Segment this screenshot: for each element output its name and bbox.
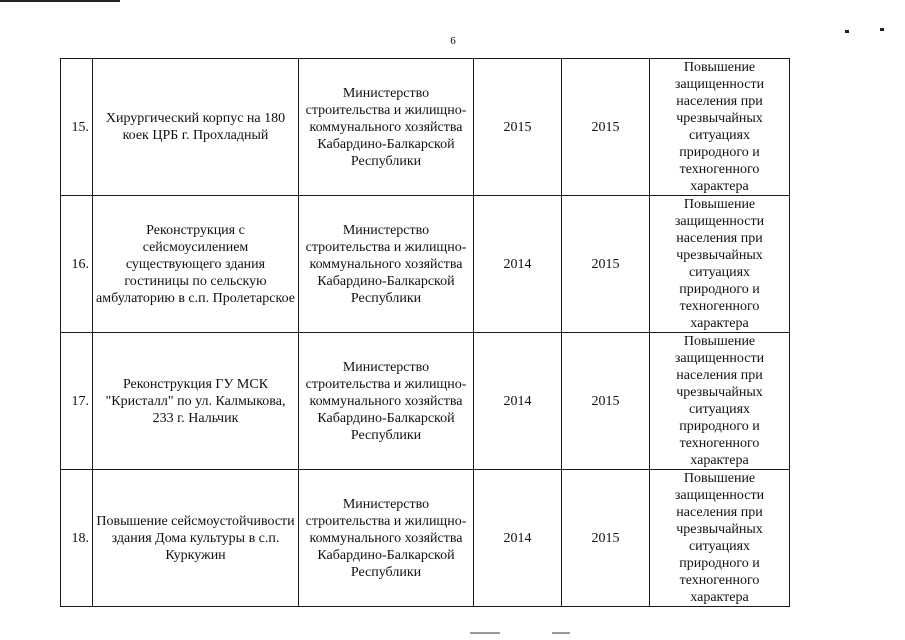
expected-result: Повышение защищенности населения при чрезвычайных ситуациях природного и техногенного характера <box>650 333 790 470</box>
end-year: 2015 <box>562 196 650 333</box>
expected-result: Повышение защищенности населения при чрезвычайных ситуациях природного и техногенного характера <box>650 196 790 333</box>
scan-mark-bottom-right <box>552 632 570 634</box>
expected-result: Повышение защищенности населения при чрезвычайных ситуациях природного и техногенного характера <box>650 59 790 196</box>
row-number: 15. <box>61 59 93 196</box>
responsible-ministry: Министерство строительства и жилищно-коммунального хозяйства Кабардино-Балкарской Республики <box>299 196 474 333</box>
row-number: 17. <box>61 333 93 470</box>
table-row <box>61 333 790 470</box>
table-row <box>61 470 790 607</box>
scan-mark-bottom-left <box>470 632 500 634</box>
row-number: 16. <box>61 196 93 333</box>
start-year: 2014 <box>474 470 562 607</box>
start-year: 2014 <box>474 333 562 470</box>
start-year: 2014 <box>474 196 562 333</box>
object-name: Реконструкция ГУ МСК "Кристалл" по ул. Калмыкова, 233 г. Нальчик <box>93 333 299 470</box>
row-number: 18. <box>61 470 93 607</box>
scan-line-top-left <box>0 0 120 2</box>
end-year: 2015 <box>562 333 650 470</box>
responsible-ministry: Министерство строительства и жилищно-коммунального хозяйства Кабардино-Балкарской Республики <box>299 59 474 196</box>
scan-dot-top-right-2 <box>880 28 884 31</box>
expected-result: Повышение защищенности населения при чрезвычайных ситуациях природного и техногенного характера <box>650 470 790 607</box>
object-name: Реконструкция с сейсмоусилением существующего здания гостиницы по сельскую амбулаторию в с.п. Пролетарское <box>93 196 299 333</box>
page-number: 6 <box>450 35 456 47</box>
responsible-ministry: Министерство строительства и жилищно-коммунального хозяйства Кабардино-Балкарской Республики <box>299 470 474 607</box>
table-row <box>61 59 790 196</box>
object-name: Повышение сейсмоустойчивости здания Дома культуры в с.п. Куркужин <box>93 470 299 607</box>
scan-dot-top-right <box>845 30 849 33</box>
end-year: 2015 <box>562 470 650 607</box>
responsible-ministry: Министерство строительства и жилищно-коммунального хозяйства Кабардино-Балкарской Республики <box>299 333 474 470</box>
projects-table <box>60 58 790 607</box>
table-row <box>61 196 790 333</box>
end-year: 2015 <box>562 59 650 196</box>
start-year: 2015 <box>474 59 562 196</box>
object-name: Хирургический корпус на 180 коек ЦРБ г. Прохладный <box>93 59 299 196</box>
